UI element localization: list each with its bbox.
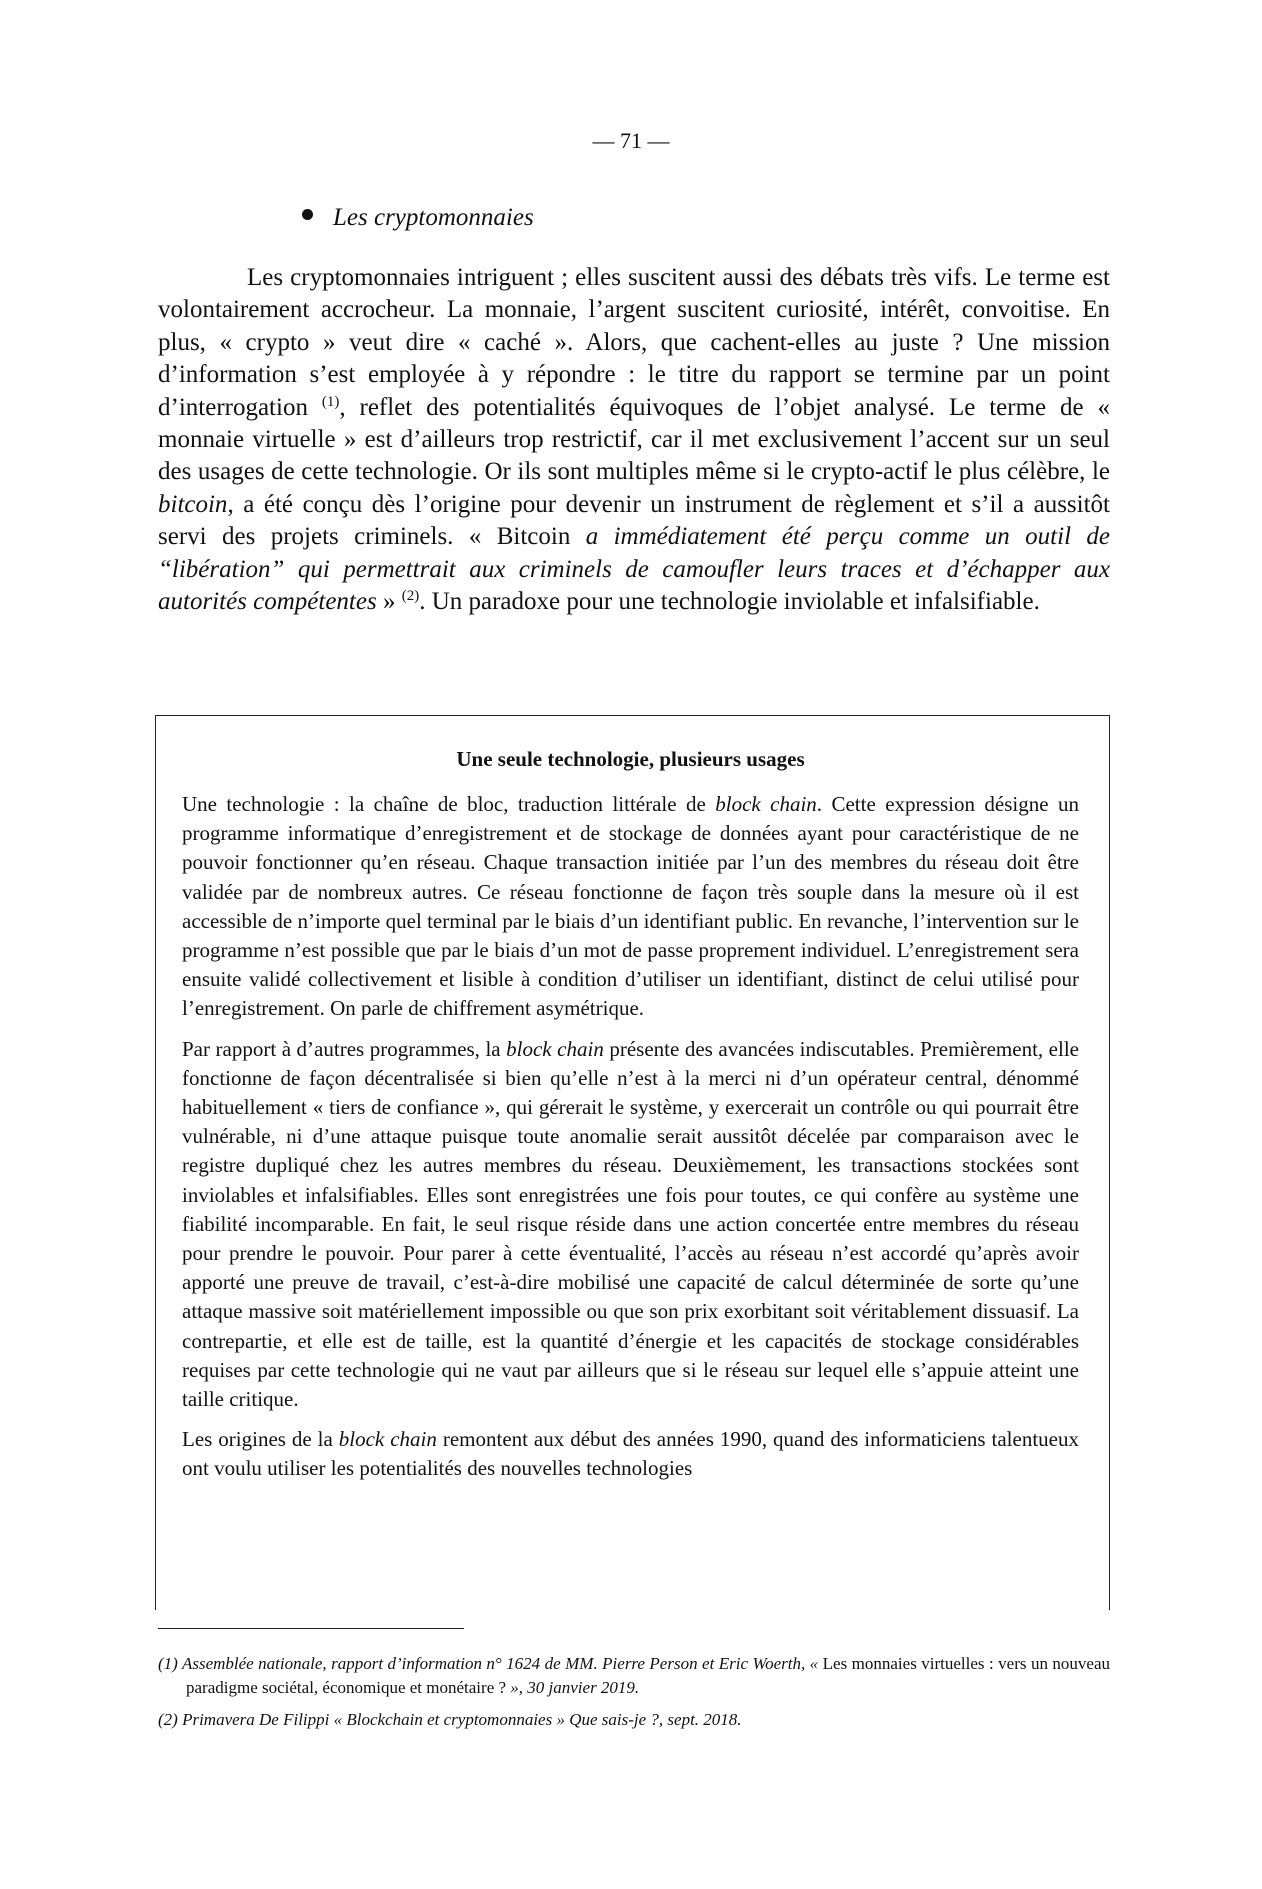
footnote-ref-2[interactable]: (2)	[401, 588, 420, 605]
box-term: block chain	[506, 1036, 604, 1061]
intro-term-bitcoin: bitcoin	[158, 490, 228, 518]
box-text: Les origines de la	[182, 1427, 339, 1452]
footnotes	[158, 1652, 1110, 1740]
intro-text: »	[376, 588, 402, 616]
footnote-1	[158, 1652, 1110, 1700]
box-text: . Cette expression désigne un programme informatique d’enregistrement et de stockage de données ayant pour caractéristique de ne pouvoir fonctionner qu’en réseau. Chaque transaction initiée par l’un des membres du réseau doit être validée par de nombreux autres. Ce réseau fonctionne de façon très souple dans la mesure où il est accessible de n’importe quel terminal par le biais d’un identifiant public. En revanche, l’intervention sur le programme n’est possible que par le biais d’un mot de passe proprement individuel. L’enregistrement sera ensuite validé collectivement et lisible à condition d’utiliser un identifiant, distinct de celui utilisé pour l’enregistrement. On parle de chiffrement asymétrique.	[182, 792, 1079, 1021]
section-heading-text: Les cryptomonnaies	[333, 204, 534, 231]
box-text: Par rapport à d’autres programmes, la	[182, 1036, 507, 1061]
box-text: remontent aux début des années 1990, quand des informaticiens talentueux ont voulu utiliser les potentialités des nouvelles technologies	[182, 1427, 1079, 1481]
box-term: block chain	[338, 1427, 437, 1452]
footnote-divider	[158, 1628, 464, 1629]
footnote-ref-1[interactable]: (1)	[321, 393, 340, 410]
intro-text: , a été conçu dès l’origine pour devenir un instrument de règlement et s’il a aussitôt servi des projets criminels. « Bitcoin	[158, 490, 1110, 551]
section-heading	[302, 204, 534, 232]
intro-quote: a immédiatement été perçu comme un outil de “libération” qui permettrait aux criminels de camoufler leurs traces et d’échapper aux autorités compétentes	[158, 523, 1110, 616]
box-text: présente des avancées indiscutables. Premièrement, elle fonctionne de façon décentralisée si bien qu’elle n’est à la merci ni d’un opérateur central, dénommé habituellement « tiers de confiance », qui gérerait le système, y exercerait un contrôle ou qui pourrait être vulnérable, ni d’une attaque puisque toute anomalie serait aussitôt décelée par comparaison avec le registre dupliqué chez les autres membres du réseau. Deuxièmement, les transactions stockées sont inviolables et infalsifiables. Elles sont enregistrées une fois pour toutes, ce qui confère au système une fiabilité incomparable. En fait, le seul risque réside dans une action concertée entre membres du réseau pour prendre le pouvoir. Pour parer à cette éventualité, l’accès au réseau n’est accordé qu’après avoir apporté une preuve de travail, c’est-à-dire mobilisé une capacité de calcul déterminée de sorte qu’une attaque massive soit matériellement impossible ou que son prix exorbitant soit véritablement dissuasif. La contrepartie, et elle est de taille, est la quantité d’énergie et les capacités de stockage considérables requises par cette technologie qui ne vaut par ailleurs que si le réseau sur lequel elle s’appuie atteint une taille critique.	[182, 1036, 1079, 1412]
intro-text: Les cryptomonnaies intriguent ; elles suscitent aussi des débats très vifs. Le terme est volontairement accrocheur. La monnaie, l’argent suscitent curiosité, intérêt, convoitise. En plus, « crypto » veut dire « caché ». Alors, que cachent-elles au juste ? Une mission d’information s’est employée à y répondre : le titre du rapport se termine par un point d’interrogation	[158, 264, 1110, 421]
info-box	[155, 715, 1110, 1610]
bullet-icon	[302, 209, 313, 220]
footnote-report-title: Les monnaies virtuelles : vers un nouveau paradigme sociétal, économique et monétaire ?	[186, 1654, 1110, 1697]
intro-text: . Un paradoxe pour une technologie inviolable et infalsifiable.	[419, 588, 1040, 616]
footnote-text: », 30 janvier 2019.	[506, 1678, 640, 1697]
box-title: Une seule technologie, plusieurs usages	[456, 747, 805, 771]
box-paragraph-1	[182, 790, 1079, 1024]
footnote-2: (2) Primavera De Filippi « Blockchain et cryptomonnaies » Que sais-je ?, sept. 2018.	[158, 1710, 742, 1729]
intro-text: , reflet des potentialités équivoques de l’objet analysé. Le terme de « monnaie virtuelle » est d’ailleurs trop restrictif, car il met exclusivement l’accent sur un seul des usages de cette technologie. Or ils sont multiples même si le crypto-actif le plus célèbre, le	[158, 393, 1111, 486]
intro-paragraph	[158, 262, 1110, 618]
box-paragraph-3	[182, 1425, 1079, 1483]
box-term: block chain	[715, 792, 817, 816]
page-number: — 71 —	[592, 128, 670, 153]
box-text: Une technologie : la chaîne de bloc, traduction littérale de	[182, 792, 716, 816]
footnote-text: (1) Assemblée nationale, rapport d’information n° 1624 de MM. Pierre Person et Eric Woerth, «	[158, 1654, 823, 1673]
box-paragraph-2	[182, 1035, 1079, 1415]
